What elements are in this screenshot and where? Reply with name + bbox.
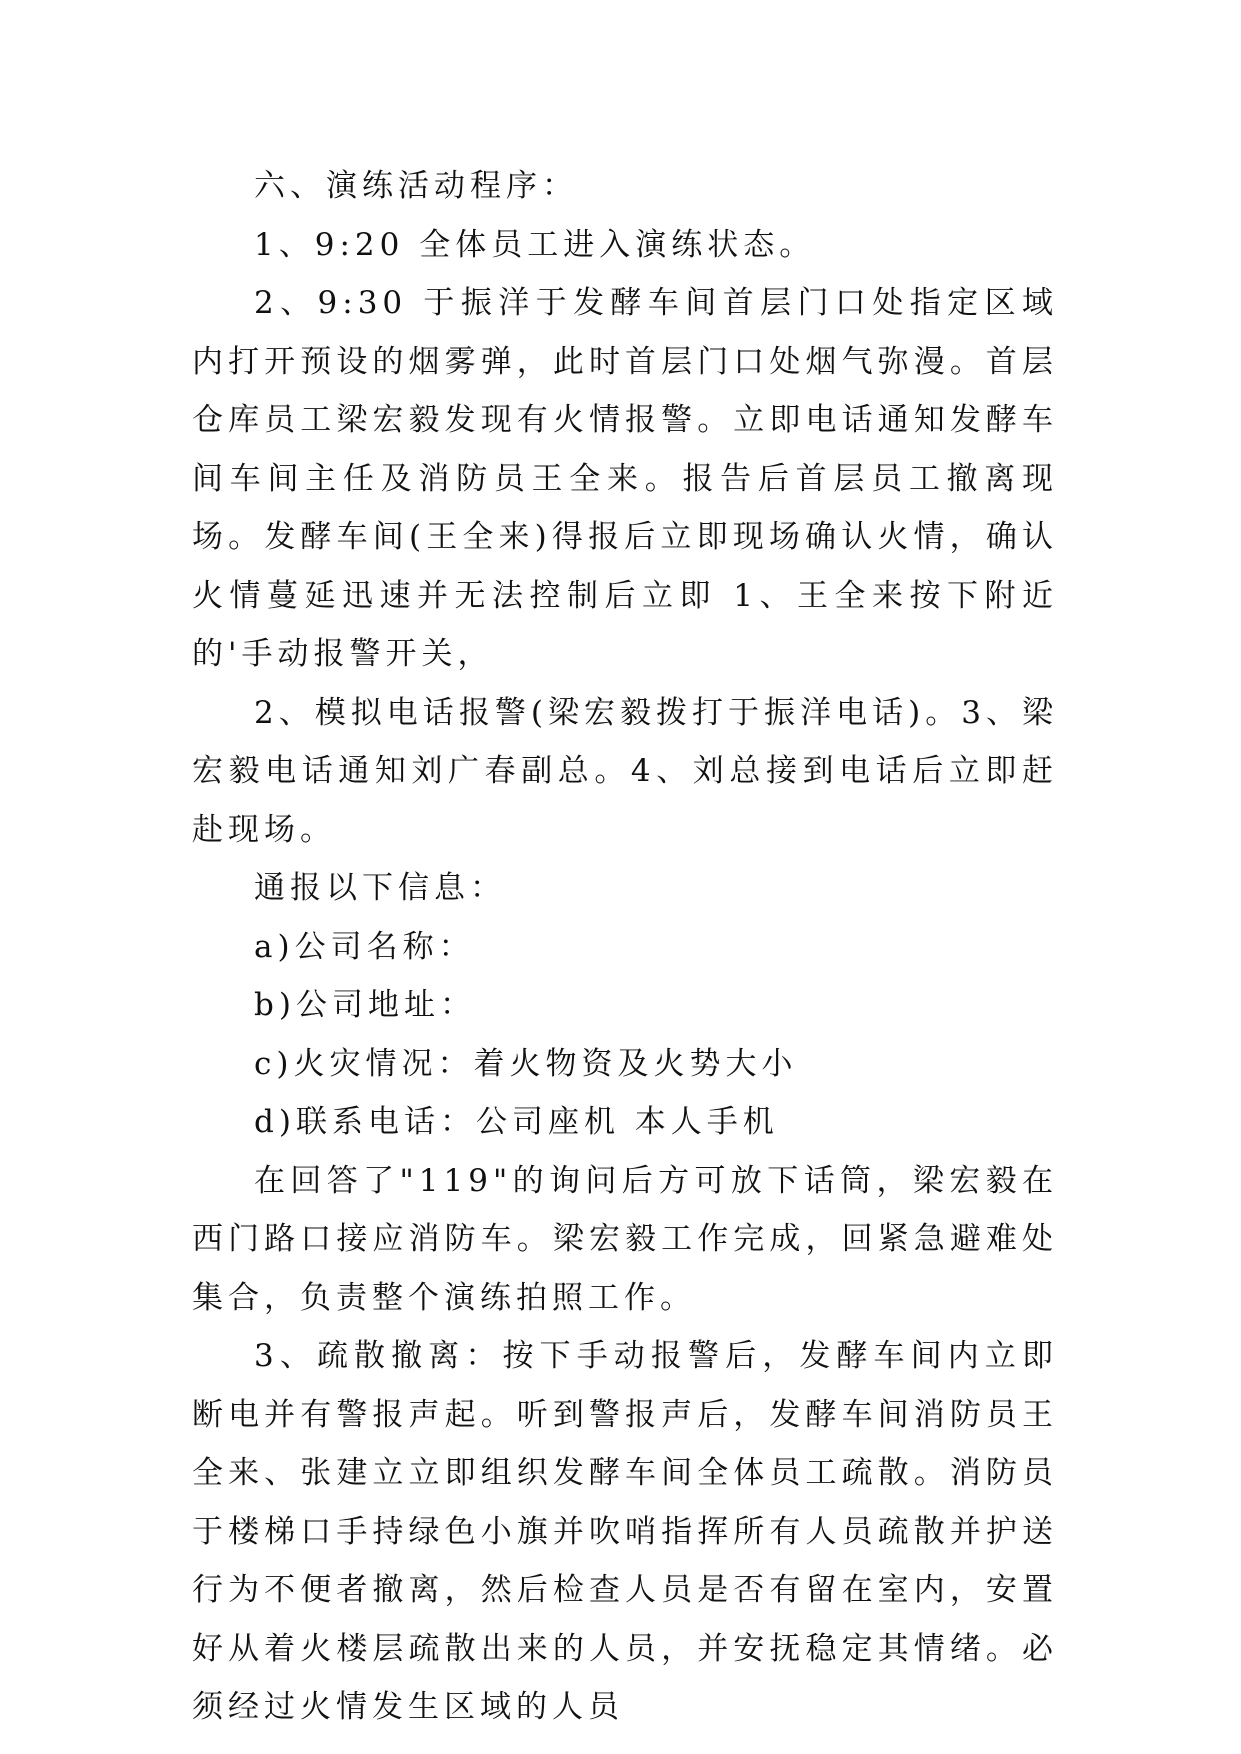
paragraph-119-call: 在回答了"119"的询问后方可放下话筒，梁宏毅在西门路口接应消防车。梁宏毅工作完成，回紧急避难处集合，负责整个演练拍照工作。 [192, 1162, 1058, 1316]
section-heading: 六、演练活动程序： [254, 168, 578, 204]
paragraph-report-info: 通报以下信息： [254, 870, 506, 906]
paragraph-phone-alarm: 2、模拟电话报警(梁宏毅拨打于振洋电话)。3、梁宏毅电话通知刘广春副总。4、刘总接到电话后立即赶赴现场。 [192, 694, 1058, 848]
list-item-fire-situation: c)火灾情况：着火物资及火势大小 [254, 1045, 798, 1082]
paragraph-evacuation: 3、疏散撤离：按下手动报警后，发酵车间内立即断电并有警报声起。听到警报声后，发酵车间消防员王全来、张建立立即组织发酵车间全体员工疏散。消防员于楼梯口手持绿色小旗并吹哨指挥所有人员疏散并护送行为不便者撤离，然后检查人员是否有留在室内，安置好从着火楼层疏散出来的人员，并安抚稳定其情绪。必须经过火情发生区域的人员 [192, 1338, 1058, 1725]
paragraph-step-1: 1、9:20 全体员工进入演练状态。 [254, 226, 816, 263]
paragraph-step-2: 2、9:30 于振洋于发酵车间首层门口处指定区域内打开预设的烟雾弹，此时首层门口处烟气弥漫。首层仓库员工梁宏毅发现有火情报警。立即电话通知发酵车间车间主任及消防员王全来。报告后首层员工撤离现场。发酵车间(王全来)得报后立即现场确认火情，确认火情蔓延迅速并无法控制后立即 1、王全来按下附近的'手动报警开关， [192, 285, 1058, 672]
list-item-company-address: b)公司地址： [254, 987, 476, 1023]
document-body [192, 157, 1058, 1737]
list-item-contact-phone: d)联系电话：公司座机 本人手机 [254, 1104, 779, 1140]
list-item-company-name: a)公司名称： [254, 928, 475, 965]
